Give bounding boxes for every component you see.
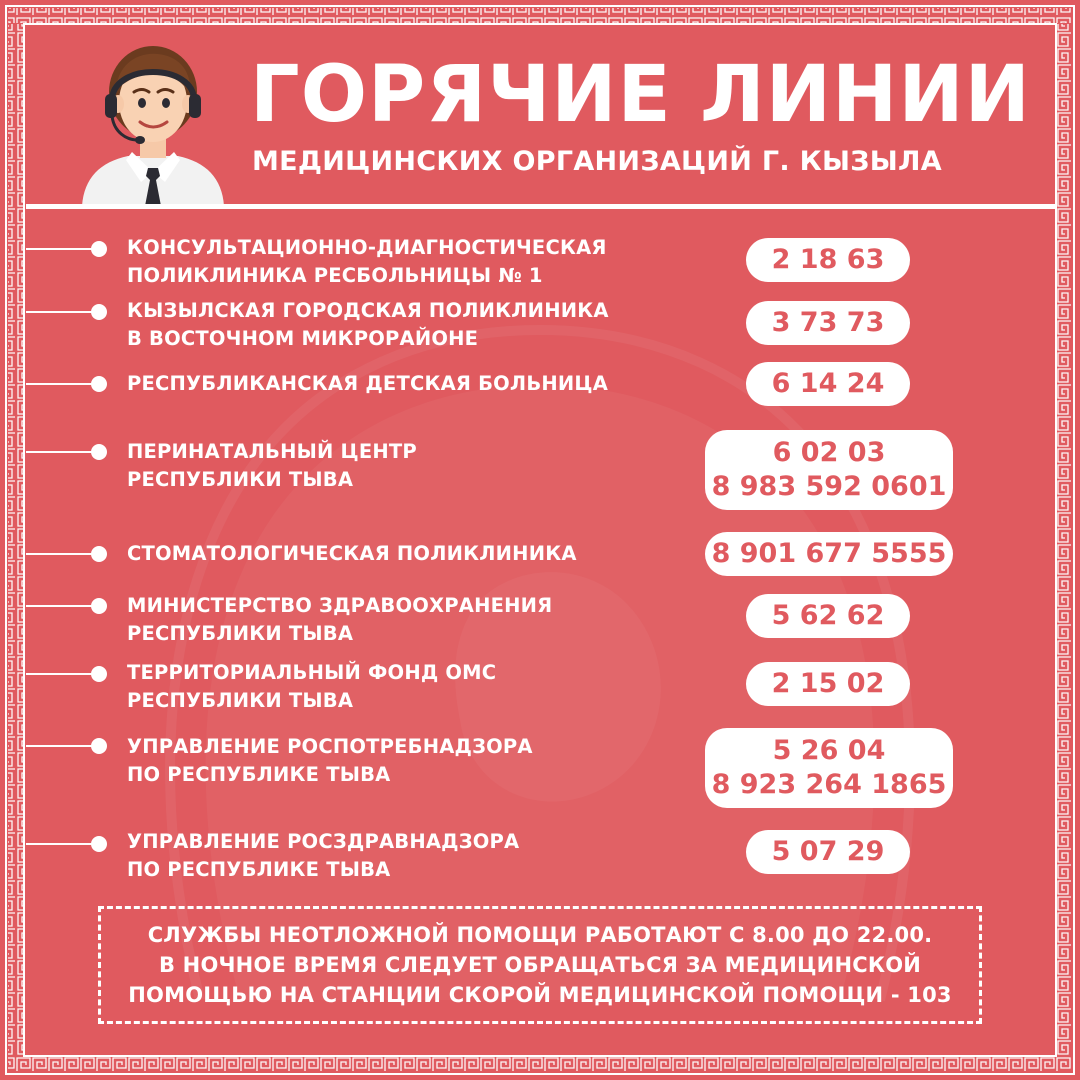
page-title: ГОРЯЧИЕ ЛИНИИ bbox=[250, 50, 1031, 140]
organization-name: ПЕРИНАТАЛЬНЫЙ ЦЕНТР РЕСПУБЛИКИ ТЫВА bbox=[127, 440, 417, 491]
phone-number: 3 73 73 bbox=[771, 307, 885, 338]
phone-number-badge[interactable] bbox=[705, 532, 953, 576]
bullet-dot-icon bbox=[91, 304, 107, 320]
organization-name: ТЕРРИТОРИАЛЬНЫЙ ФОНД ОМС РЕСПУБЛИКИ ТЫВА bbox=[127, 661, 497, 712]
phone-number-badge[interactable] bbox=[746, 301, 910, 345]
phone-number-badge[interactable] bbox=[746, 362, 910, 406]
phone-number-badge[interactable] bbox=[705, 728, 953, 808]
emergency-notice-box bbox=[98, 906, 982, 1024]
notice-line: ПОМОЩЬЮ НА СТАНЦИИ СКОРОЙ МЕДИЦИНСКОЙ ПОМОЩИ - 103 bbox=[128, 983, 952, 1007]
organization-name: УПРАВЛЕНИЕ РОСПОТРЕБНАДЗОРА ПО РЕСПУБЛИКЕ ТЫВА bbox=[127, 735, 533, 786]
call-center-operator-icon bbox=[78, 40, 228, 206]
row-connector-line bbox=[26, 383, 98, 385]
organization-name: КОНСУЛЬТАЦИОННО-ДИАГНОСТИЧЕСКАЯ ПОЛИКЛИНИКА РЕСБОЛЬНИЦЫ № 1 bbox=[127, 236, 607, 287]
row-connector-line bbox=[26, 311, 98, 313]
organization-name: СТОМАТОЛОГИЧЕСКАЯ ПОЛИКЛИНИКА bbox=[127, 542, 577, 565]
organization-name: МИНИСТЕРСТВО ЗДРАВООХРАНЕНИЯ РЕСПУБЛИКИ ТЫВА bbox=[127, 594, 553, 645]
bullet-dot-icon bbox=[91, 376, 107, 392]
row-connector-line bbox=[26, 673, 98, 675]
bullet-dot-icon bbox=[91, 444, 107, 460]
phone-number: 5 26 04 bbox=[772, 735, 886, 766]
phone-number: 8 923 264 1865 bbox=[711, 769, 947, 800]
bullet-dot-icon bbox=[91, 666, 107, 682]
bullet-dot-icon bbox=[91, 598, 107, 614]
row-connector-line bbox=[26, 605, 98, 607]
row-connector-line bbox=[26, 553, 98, 555]
phone-number: 5 07 29 bbox=[771, 836, 885, 867]
phone-number: 2 18 63 bbox=[771, 244, 885, 275]
phone-number-badge[interactable] bbox=[746, 830, 910, 874]
page-subtitle: МЕДИЦИНСКИХ ОРГАНИЗАЦИЙ Г. КЫЗЫЛА bbox=[252, 146, 942, 177]
notice-line: В НОЧНОЕ ВРЕМЯ СЛЕДУЕТ ОБРАЩАТЬСЯ ЗА МЕДИЦИНСКОЙ bbox=[158, 953, 922, 977]
phone-number-badge[interactable] bbox=[705, 430, 953, 510]
notice-line: СЛУЖБЫ НЕОТЛОЖНОЙ ПОМОЩИ РАБОТАЮТ С 8.00 ДО 22.00. bbox=[147, 923, 933, 947]
phone-number: 5 62 62 bbox=[771, 600, 885, 631]
phone-number: 8 901 677 5555 bbox=[711, 538, 947, 569]
header-divider bbox=[26, 204, 1056, 209]
bullet-dot-icon bbox=[91, 546, 107, 562]
phone-number-badge[interactable] bbox=[746, 662, 910, 706]
bullet-dot-icon bbox=[91, 738, 107, 754]
row-connector-line bbox=[26, 248, 98, 250]
phone-number: 6 02 03 bbox=[772, 437, 886, 468]
organization-name: РЕСПУБЛИКАНСКАЯ ДЕТСКАЯ БОЛЬНИЦА bbox=[127, 372, 609, 395]
phone-number: 2 15 02 bbox=[771, 668, 885, 699]
row-connector-line bbox=[26, 451, 98, 453]
phone-number: 6 14 24 bbox=[771, 368, 885, 399]
phone-number-badge[interactable] bbox=[746, 238, 910, 282]
row-connector-line bbox=[26, 745, 98, 747]
organization-name: УПРАВЛЕНИЕ РОСЗДРАВНАДЗОРА ПО РЕСПУБЛИКЕ ТЫВА bbox=[127, 830, 520, 881]
bullet-dot-icon bbox=[91, 836, 107, 852]
phone-number: 8 983 592 0601 bbox=[711, 471, 947, 502]
phone-number-badge[interactable] bbox=[746, 594, 910, 638]
bullet-dot-icon bbox=[91, 241, 107, 257]
row-connector-line bbox=[26, 843, 98, 845]
organization-name: КЫЗЫЛСКАЯ ГОРОДСКАЯ ПОЛИКЛИНИКА В ВОСТОЧНОМ МИКРОРАЙОНЕ bbox=[127, 299, 609, 350]
